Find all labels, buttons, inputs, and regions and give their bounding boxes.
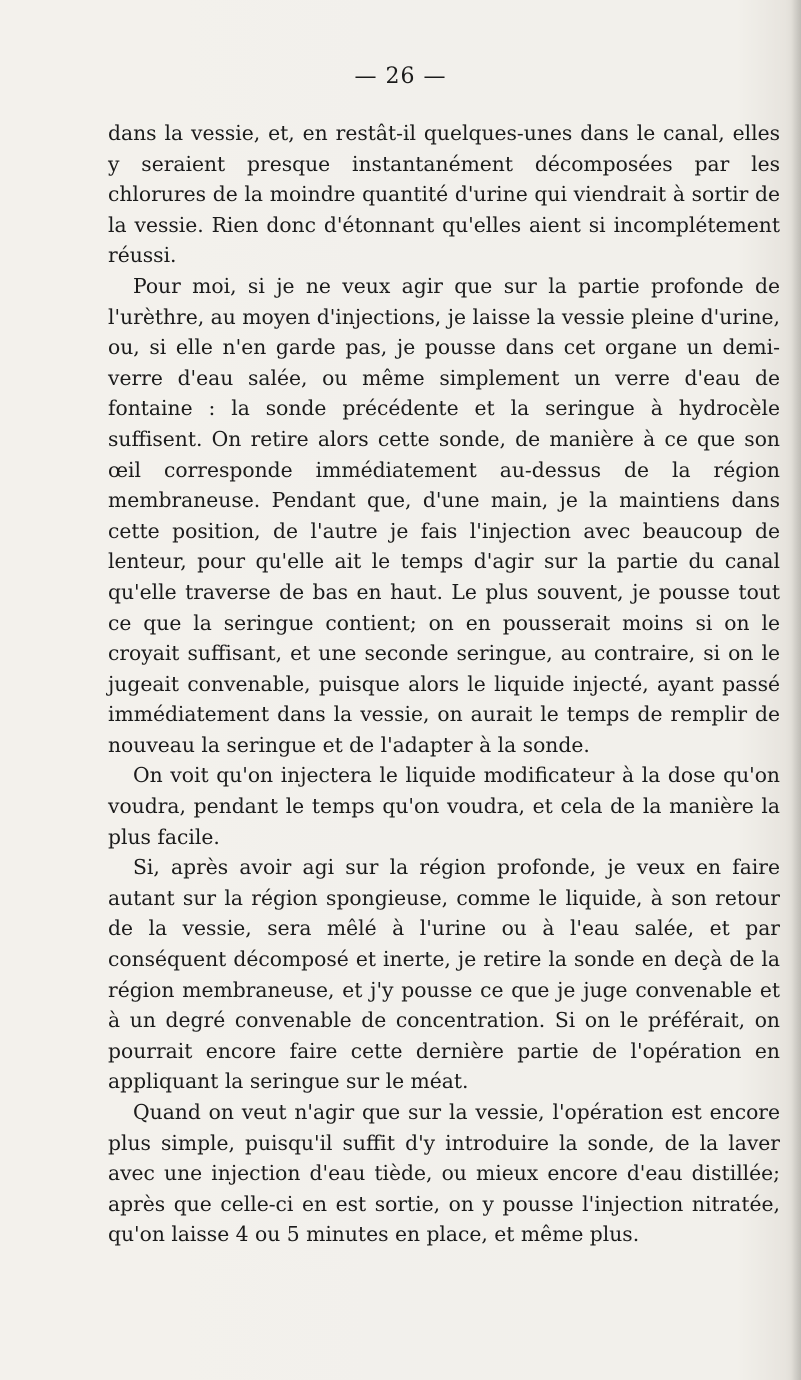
body-text (108, 118, 780, 1250)
paragraph-4: Si, après avoir agi sur la région profonde, je veux en faire autant sur la région spongieuse, comme le liquide, à son retour de la vessie, sera mêlé à l'urine ou à l'eau salée, et par conséquent décomposé et inerte, je retire la sonde en deçà de la région membraneuse, et j'y pousse ce que je juge convenable et à un degré convenable de concentration. Si on le préférait, on pourrait encore faire cette dernière partie de l'opération en appliquant la seringue sur le méat. (108, 855, 780, 1094)
paragraph-5: Quand on veut n'agir que sur la vessie, l'opération est encore plus simple, puisqu'il suffit d'y introduire la sonde, de la laver avec une injection d'eau tiède, ou mieux encore d'eau distillée; après que celle-ci en est sortie, on y pousse l'injection nitratée, qu'on laisse 4 ou 5 minutes en place, et même plus. (108, 1100, 780, 1247)
paragraph-3: On voit qu'on injectera le liquide modificateur à la dose qu'on voudra, pendant le temps qu'on voudra, et cela de la manière la plus facile. (108, 763, 780, 849)
page-edge-shadow (791, 0, 801, 1380)
page-number: — 26 — (354, 64, 447, 89)
paragraph-2: Pour moi, si je ne veux agir que sur la partie profonde de l'urèthre, au moyen d'injections, je laisse la vessie pleine d'urine, ou, si elle n'en garde pas, je pousse dans cet organe un demi-verre d'eau salée, ou même simplement un verre d'eau de fontaine : la sonde précédente et la seringue à hydrocèle suffisent. On retire alors cette sonde, de manière à ce que son œil corresponde immédiatement au-dessus de la région membraneuse. Pendant que, d'une main, je la maintiens dans cette position, de l'autre je fais l'injection avec beaucoup de lenteur, pour qu'elle ait le temps d'agir sur la partie du canal qu'elle traverse de bas en haut. Le plus souvent, je pousse tout ce que la seringue contient; on en pousserait moins si on le croyait suffisant, et une seconde seringue, au contraire, si on le jugeait convenable, puisque alors le liquide injecté, ayant passé immédiatement dans la vessie, on aurait le temps de remplir de nouveau la seringue et de l'adapter à la sonde. (108, 273, 780, 757)
paragraph-1: dans la vessie, et, en restât-il quelques-unes dans le canal, elles y seraient presque instantanément décomposées par les chlorures de la moindre quantité d'urine qui viendrait à sortir de la vessie. Rien donc d'étonnant qu'elles aient si incomplétement réussi. (108, 121, 780, 268)
